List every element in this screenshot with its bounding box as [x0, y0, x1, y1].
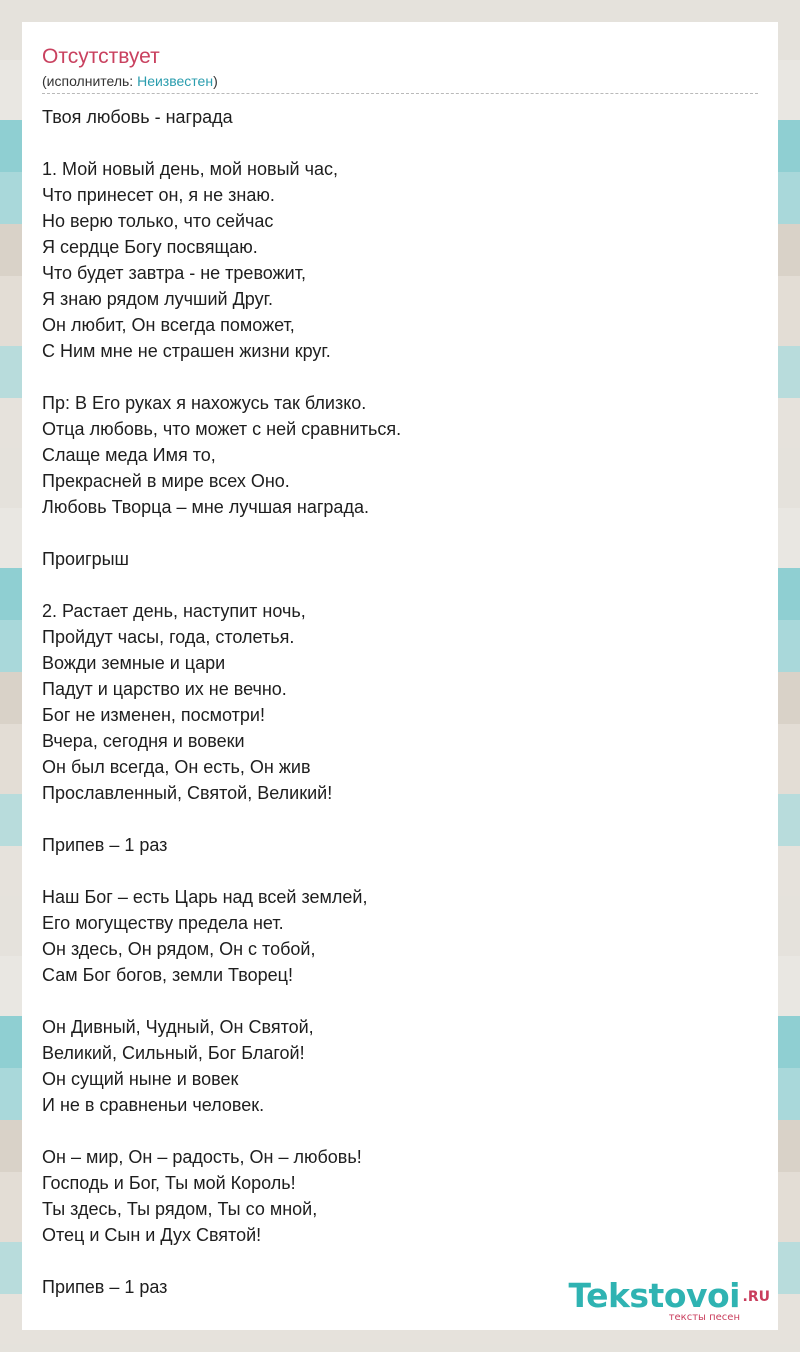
artist-prefix: (исполнитель:	[42, 73, 138, 89]
artist-line	[42, 72, 218, 90]
logo-wordmark: Tekstovoi	[568, 1276, 740, 1315]
site-logo[interactable]	[560, 1276, 770, 1326]
logo-tld: .RU	[742, 1289, 770, 1305]
song-title: Отсутствует	[42, 45, 160, 68]
lyrics-card	[22, 22, 778, 1330]
artist-suffix: )	[213, 73, 218, 89]
lyrics-text: Твоя любовь - награда 1. Мой новый день, мой новый час, Что принесет он, я не знаю. Но верю только, что сейчас Я сердце Богу посвящаю. Что будет завтра - не тревожит, Я знаю рядом лучший Друг. Он любит, Он всегда поможет, С Ним мне не страшен жизни круг. Пр: В Его руках я нахожусь так близко. Отца любовь, что может с ней сравниться. Слаще меда Имя то, Прекрасней в мире всех Оно. Любовь Творца – мне лучшая награда. Проигрыш 2. Растает день, наступит ночь, Пройдут часы, года, столетья. Вожди земные и цари Падут и царство их не вечно. Бог не изменен, посмотри! Вчера, сегодня и вовеки Он был всегда, Он есть, Он жив Прославленный, Святой, Великий! Припев – 1 раз Наш Бог – есть Царь над всей землей, Его могуществу предела нет. Он здесь, Он рядом, Он с тобой, Сам Бог богов, земли Творец! Он Дивный, Чудный, Он Святой, Великий, Сильный, Бог Благой! Он сущий ныне и вовек И не в сравненьи человек. Он – мир, Он – радость, Он – любовь! Господь и Бог, Ты мой Король! Ты здесь, Ты рядом, Ты со мной, Отец и Сын и Дух Святой! Припев – 1 раз	[42, 107, 402, 1297]
header-divider	[42, 93, 758, 94]
artist-link[interactable]: Неизвестен	[137, 73, 214, 89]
logo-tagline: тексты песен	[668, 1312, 740, 1323]
